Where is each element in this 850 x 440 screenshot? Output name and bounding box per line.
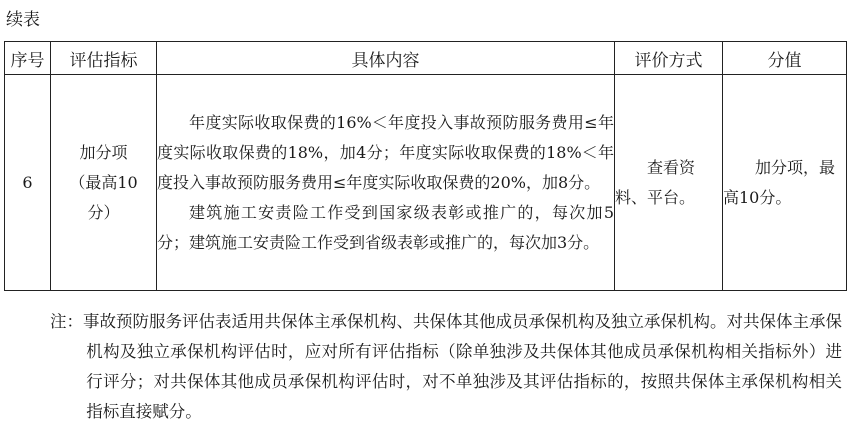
- table-caption: 续表: [6, 10, 40, 30]
- table-header-row: [5, 42, 847, 75]
- evaluation-table: [4, 41, 847, 291]
- cell-content: [157, 75, 615, 291]
- table-row: [5, 75, 847, 291]
- cell-serial-number: 6: [5, 75, 51, 291]
- header-score: 分值: [723, 42, 847, 75]
- cell-method: 查看资料、平台。: [615, 75, 723, 291]
- content-paragraph-2: 建筑施工安责险工作受到国家级表彰或推广的，每次加5分；建筑施工安责险工作受到省级表彰或推广的，每次加3分。: [157, 202, 614, 252]
- table-note: [50, 307, 842, 427]
- cell-score: 加分项，最高10分。: [723, 75, 847, 291]
- indicator-text: 加分项（最高10分）: [69, 142, 138, 222]
- header-content: 具体内容: [157, 42, 615, 75]
- note-text: 事故预防服务评估表适用共保体主承保机构、共保体其他成员承保机构及独立承保机构。对共保体主承保机构及独立承保机构评估时，应对所有评估指标（除单独涉及共保体其他成员承保机构相关指标外）进行评分；对共保体其他成员承保机构评估时，对不单独涉及其评估指标的，按照共保体主承保机构相关指标直接赋分。: [83, 312, 842, 421]
- header-indicator: 评估指标: [51, 42, 157, 75]
- cell-indicator: [51, 75, 157, 291]
- note-label: 注：: [50, 312, 83, 331]
- content-paragraph-1: 年度实际收取保费的16%＜年度投入事故预防服务费用≤年度实际收取保费的18%，加4分；年度实际收取保费的18%＜年度投入事故预防服务费用≤年度实际收取保费的20%，加8分。: [157, 112, 614, 192]
- header-method: 评价方式: [615, 42, 723, 75]
- header-serial-number: 序号: [5, 42, 51, 75]
